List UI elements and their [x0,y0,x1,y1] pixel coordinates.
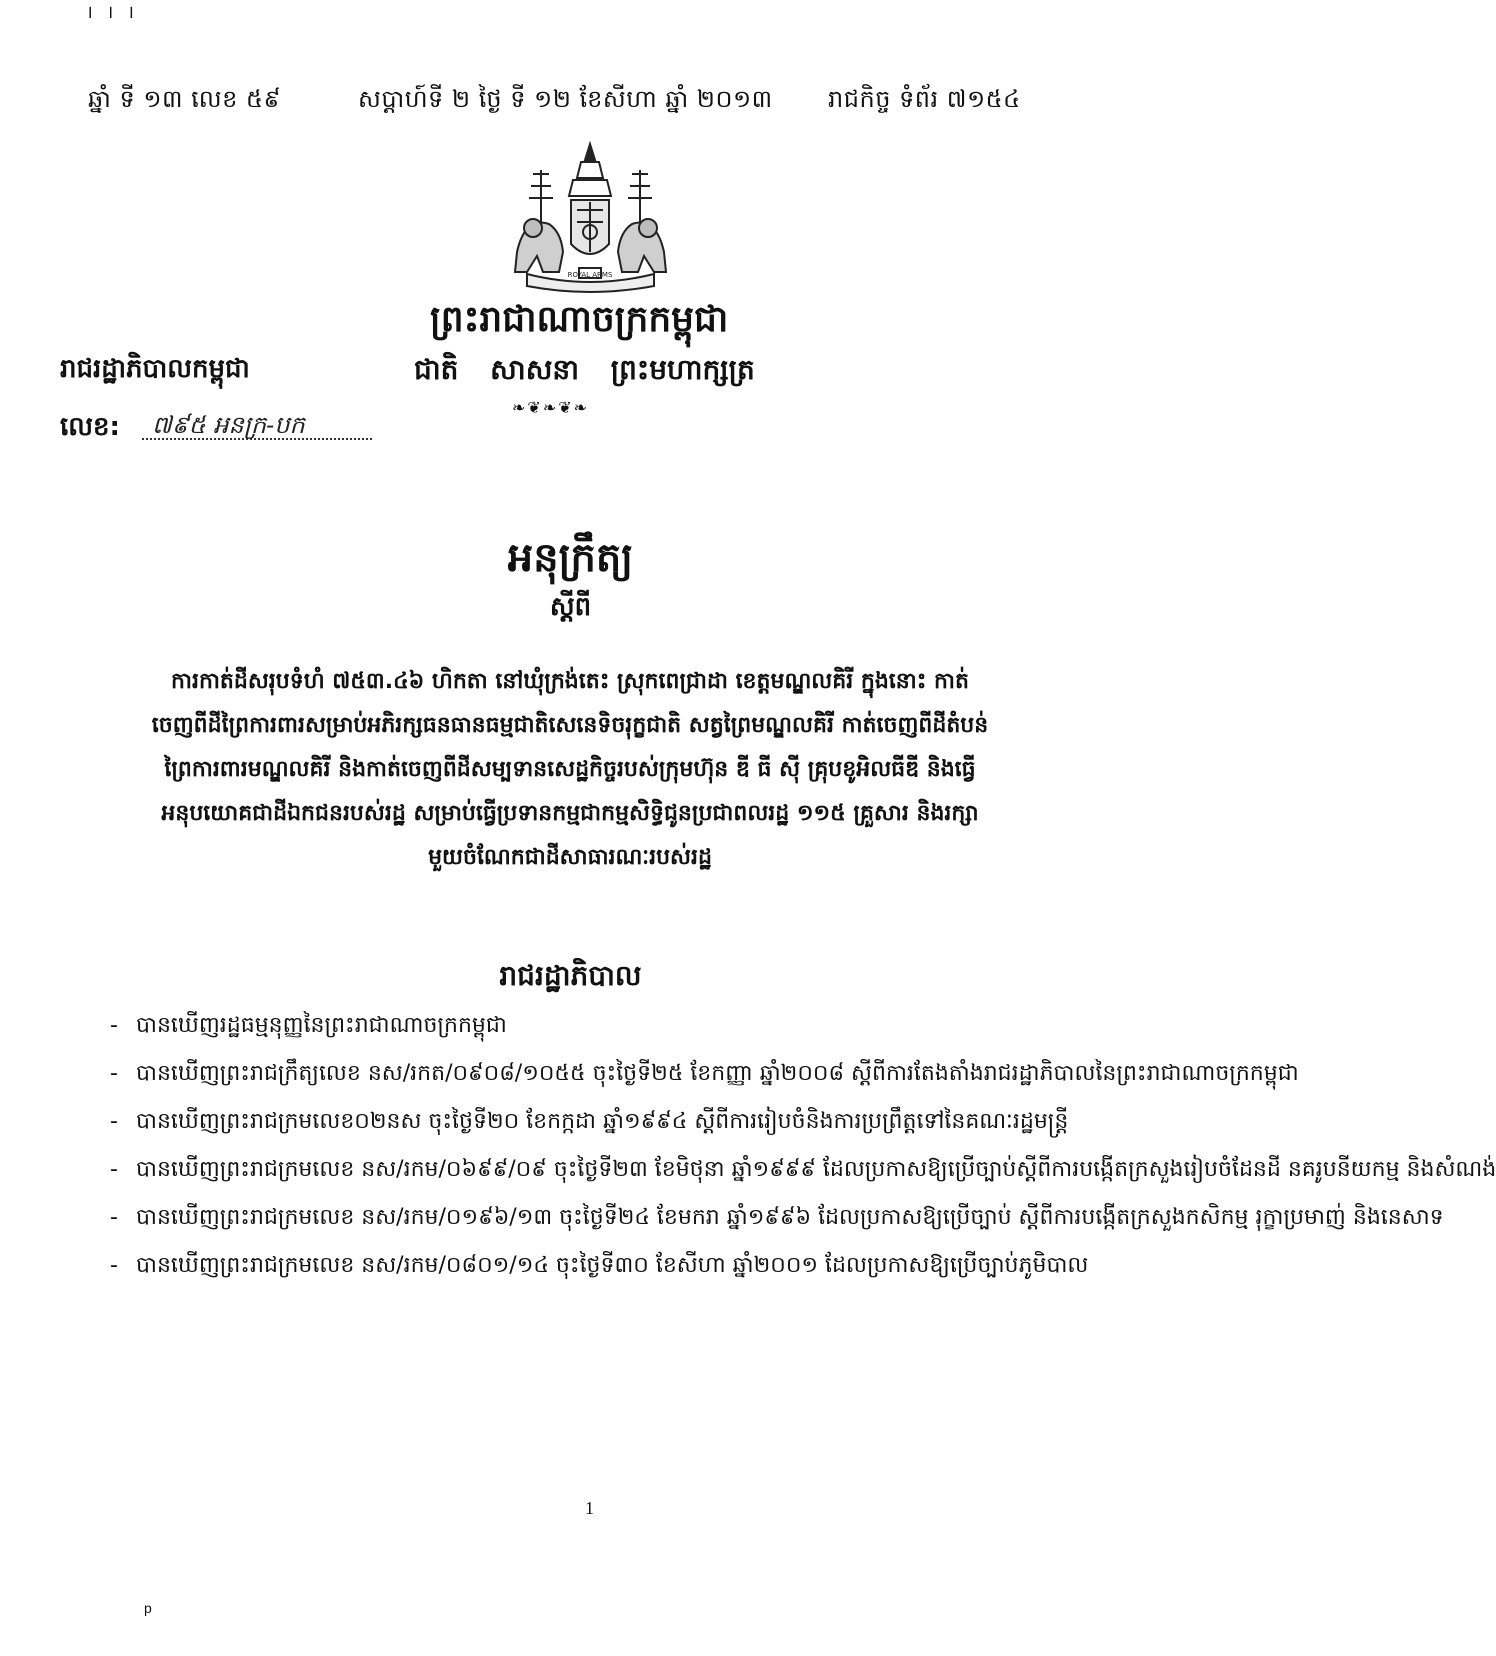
document-subtitle: ស្តីពី [549,592,592,622]
document-number-label: លេខ: [60,412,120,442]
list-item-text: បានឃើញរដ្ឋធម្មនុញ្ញនៃព្រះរាជាណាចក្រកម្ពុជា [136,1013,507,1038]
footer-mark: p [144,1600,152,1616]
list-item-text: បានឃើញព្រះរាជក្រមលេខ នស/រកម/០៨០១/១៤ ចុះថ្ងៃទី៣០ ខែសីហា ឆ្នាំ២០០១ ដែលប្រកាសឱ្យប្រើច្បាប់ភូមិបាល [136,1253,1089,1278]
national-motto: ជាតិ សាសនា ព្រះមហាក្សត្រ [414,353,755,386]
list-item: - បានឃើញព្រះរាជក្រមលេខ នស/រកម/០១៩៦/១៣ ចុះថ្ងៃទី២៤ ខែមករា ឆ្នាំ១៩៩៦ ដែលប្រកាសឱ្យប្រើច្បាប់ ស្តីពីការបង្កើតក្រសួងកសិកម្ម រុក្ខាប្រមាញ់ និងនេសាទ [110,1205,1444,1230]
page-number: 1 [585,1498,594,1518]
document-number-value: ៧៩៥ អនក្រ-បក [152,411,305,439]
document-subject: ការកាត់ដីសរុបទំហំ ៧៥៣.៤៦ ហិកតា នៅឃុំក្រង់តេះ ស្រុកពេជ្រាដា ខេត្តមណ្ឌលគិរី ក្នុងនោះ កាត់ចេញពីដីព្រៃការពារសម្រាប់អភិរក្សធនធានធម្មជាតិសេនេទិចរុក្ខជាតិ សត្វព្រៃមណ្ឌលគិរី កាត់ចេញពីដីតំបន់ព្រៃការពារមណ្ឌលគិរី និងកាត់ចេញពីដីសម្បទានសេដ្ឋកិច្ចរបស់ក្រុមហ៊ុន ឌី ធី ស៊ី គ្រុបខូអិលធីឌី និងធ្វើអនុបយោគជាដីឯកជនរបស់រដ្ឋ សម្រាប់ធ្វើប្រទានកម្មជាកម្មសិទ្ធិជូនប្រជាពលរដ្ឋ ១១៥ គ្រួសារ និងរក្សាមួយចំណែកជាដីសាធារណៈរបស់រដ្ឋ [151,669,989,870]
list-item-text: បានឃើញព្រះរាជក្រឹត្យលេខ នស/រកត/០៩០៨/១០៥៥ ចុះថ្ងៃទី២៥ ខែកញ្ញា ឆ្នាំ២០០៨ ស្តីពីការតែងតាំងរាជរដ្ឋាភិបាលនៃព្រះរាជាណាចក្រកម្ពុជា [136,1061,1299,1086]
header-issue-number: ឆ្នាំ ទី ១៣ លេខ ៥៩ [88,85,281,113]
svg-text:ROYAL ARMS: ROYAL ARMS [567,271,613,279]
list-item: - បានឃើញព្រះរាជក្រឹត្យលេខ នស/រកត/០៩០៨/១០៥៥ ចុះថ្ងៃទី២៥ ខែកញ្ញា ឆ្នាំ២០០៨ ស្តីពីការតែងតាំងរាជរដ្ឋាភិបាលនៃព្រះរាជាណាចក្រកម្ពុជា [110,1061,1299,1086]
list-item: - បានឃើញព្រះរាជក្រមលេខ នស/រកម/០៦៩៩/០៩ ចុះថ្ងៃទី២៣ ខែមិថុនា ឆ្នាំ១៩៩៩ ដែលប្រកាសឱ្យប្រើច្បាប់ស្តីពីការបង្កើតក្រសួងរៀបចំដែនដី នគរូបនីយកម្ម និងសំណង់ [110,1157,1496,1182]
government-heading: រាជរដ្ឋាភិបាល [499,959,642,992]
list-item: - បានឃើញព្រះរាជក្រមលេខ០២នស ចុះថ្ងៃទី២០ ខែកក្កដា ឆ្នាំ១៩៩៤ ស្តីពីការរៀបចំនិងការប្រព្រឹត្តទៅនៃគណៈរដ្ឋមន្ត្រី [110,1109,1069,1134]
header-page-ref: រាជកិច្ច ទំព័រ ៧១៥៤ [828,85,1021,113]
scan-mark: । । । [86,2,138,23]
list-item-text: បានឃើញព្រះរាជក្រមលេខ០២នស ចុះថ្ងៃទី២០ ខែកក្កដា ឆ្នាំ១៩៩៤ ស្តីពីការរៀបចំនិងការប្រព្រឹត្តទៅនៃគណៈរដ្ឋមន្ត្រី [136,1109,1069,1134]
list-item: - បានឃើញព្រះរាជក្រមលេខ នស/រកម/០៨០១/១៤ ចុះថ្ងៃទី៣០ ខែសីហា ឆ្នាំ២០០១ ដែលប្រកាសឱ្យប្រើច្បាប់ភូមិបាល [110,1253,1089,1278]
royal-coat-of-arms-icon [503,140,678,295]
ornament-divider: ❧❦❧❦❧ [512,398,590,417]
list-item-text: បានឃើញព្រះរាជក្រមលេខ នស/រកម/០១៩៦/១៣ ចុះថ្ងៃទី២៤ ខែមករា ឆ្នាំ១៩៩៦ ដែលប្រកាសឱ្យប្រើច្បាប់ ស្តីពីការបង្កើតក្រសួងកសិកម្ម រុក្ខាប្រមាញ់ និងនេសាទ [136,1205,1444,1230]
kingdom-title: ព្រះរាជាណាចក្រកម្ពុជា [430,299,729,340]
government-label: រាជរដ្ឋាភិបាលកម្ពុជា [60,354,250,384]
list-item-text: បានឃើញព្រះរាជក្រមលេខ នស/រកម/០៦៩៩/០៩ ចុះថ្ងៃទី២៣ ខែមិថុនា ឆ្នាំ១៩៩៩ ដែលប្រកាសឱ្យប្រើច្បាប់ស្តីពីការបង្កើតក្រសួងរៀបចំដែនដី នគរូបនីយកម្ម និងសំណង់ [136,1157,1496,1182]
preamble-list [110,1006,1496,1294]
document-title: អនុក្រឹត្យ [507,535,634,581]
header-date: សប្តាហ៍ទី ២ ថ្ងៃ ទី ១២ ខែសីហា ឆ្នាំ ២០១៣ [358,85,773,113]
list-item: - បានឃើញរដ្ឋធម្មនុញ្ញនៃព្រះរាជាណាចក្រកម្ពុជា [110,1013,507,1038]
